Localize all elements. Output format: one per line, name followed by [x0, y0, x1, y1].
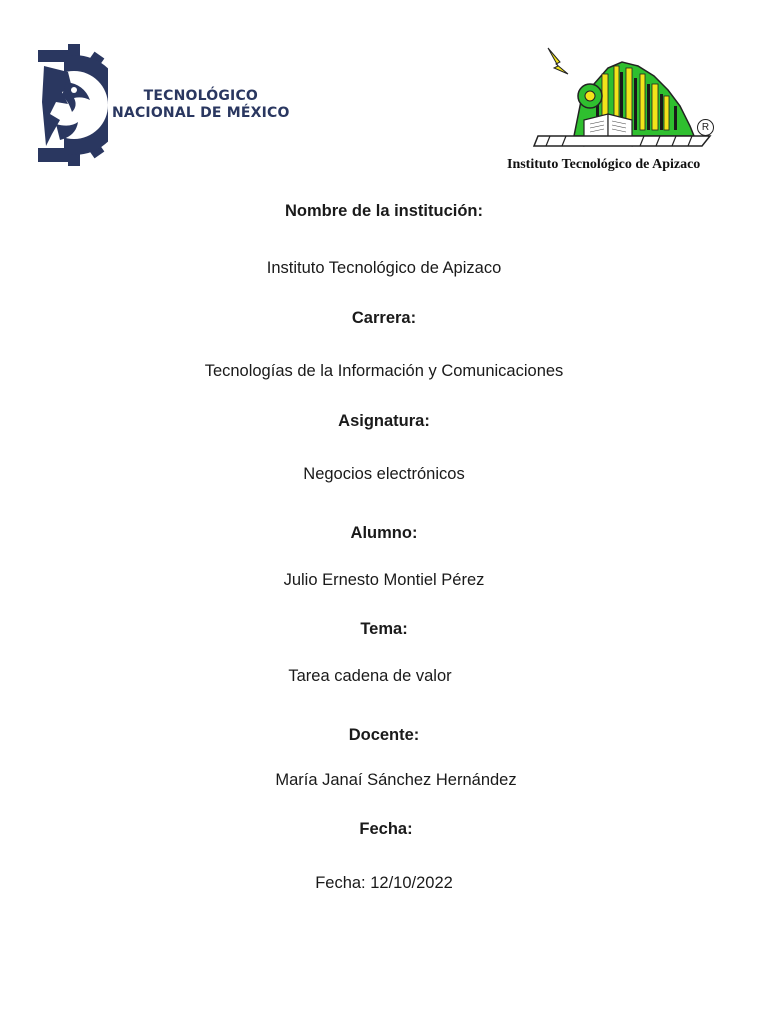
topic-label: Tema:: [360, 620, 408, 638]
institution-label: Nombre de la institución:: [284, 202, 484, 220]
tecnm-logo: [38, 42, 290, 168]
subject-value: Negocios electrónicos: [303, 465, 465, 483]
tecnm-line-2: NACIONAL DE MÉXICO: [112, 105, 290, 121]
tecnm-wordmark: [112, 88, 290, 122]
career-value: Tecnologías de la Información y Comunicaciones: [204, 362, 564, 380]
ita-logo: [504, 44, 724, 176]
subject-label: Asignatura:: [338, 412, 430, 430]
career-label: Carrera:: [351, 309, 417, 327]
tecnm-line-1: TECNOLÓGICO: [143, 88, 259, 104]
teacher-label: Docente:: [348, 726, 420, 744]
student-label: Alumno:: [350, 524, 418, 542]
eagle-gear-icon: [38, 42, 108, 168]
ita-logo-caption: Instituto Tecnológico de Apizaco: [507, 157, 701, 172]
date-label: Fecha:: [359, 820, 413, 838]
institution-value: Instituto Tecnológico de Apizaco: [266, 259, 502, 277]
apizaco-pyramid-icon: [504, 44, 724, 156]
topic-value: Tarea cadena de valor: [288, 667, 452, 685]
registered-mark-icon: R: [697, 119, 714, 136]
teacher-value: María Janaí Sánchez Hernández: [275, 771, 517, 789]
date-value: Fecha: 12/10/2022: [315, 874, 453, 892]
student-value: Julio Ernesto Montiel Pérez: [283, 571, 485, 589]
